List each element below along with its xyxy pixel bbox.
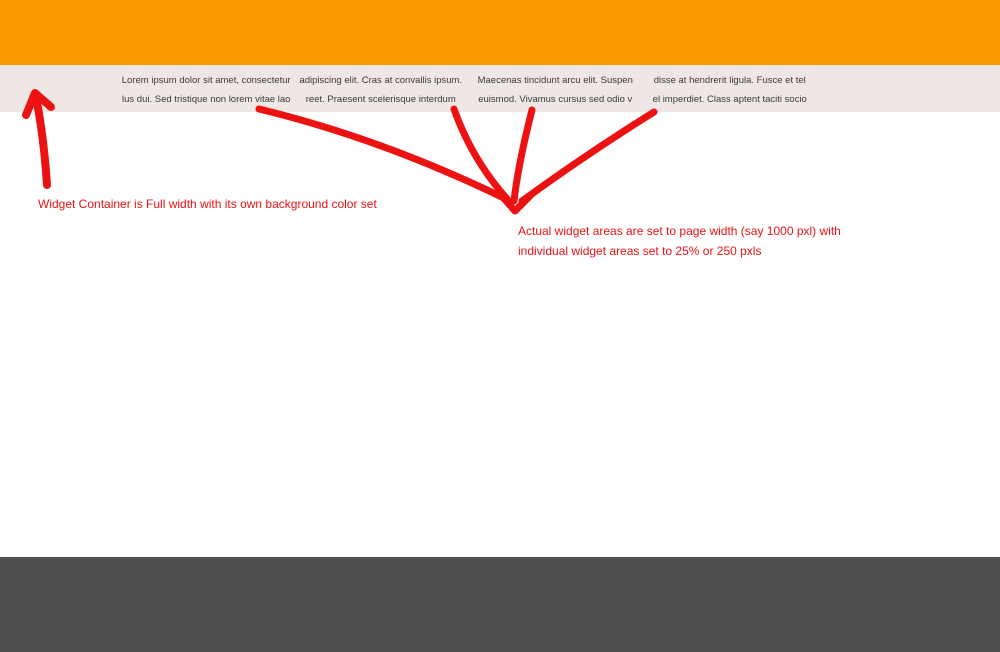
widget-area-2-line-1: adipiscing elit. Cras at convallis ipsum. xyxy=(299,75,463,86)
widget-area-2 xyxy=(294,71,469,109)
widget-area-1 xyxy=(119,71,294,109)
widget-area-3 xyxy=(468,71,643,109)
widget-areas-annotation-line-2: individual widget areas set to 25% or 250 pxls xyxy=(518,244,762,258)
widget-areas-annotation xyxy=(518,221,841,261)
widget-areas-annotation-line-1: Actual widget areas are set to page width (say 1000 pxl) with xyxy=(518,224,841,238)
footer-bar xyxy=(0,557,1000,652)
widget-area-2-line-2: reet. Praesent scelerisque interdum xyxy=(305,94,456,105)
widget-area-3-line-2: euismod. Vivamus cursus sed odio v xyxy=(478,94,633,105)
widget-container xyxy=(0,65,1000,112)
widget-area-4 xyxy=(643,71,818,109)
header-bar xyxy=(0,0,1000,65)
widget-area-4-line-2: el imperdiet. Class aptent taciti socio xyxy=(652,94,807,105)
widget-area-1-line-2: lus dui. Sed tristique non lorem vitae lao xyxy=(122,94,291,105)
widget-area-4-line-1: disse at hendrerit ligula. Fusce et tel xyxy=(653,75,806,86)
widget-area-3-line-1: Maecenas tincidunt arcu elit. Suspen xyxy=(477,75,633,86)
widget-container-annotation: Widget Container is Full width with its own background color set xyxy=(38,197,377,211)
widget-area-1-line-1: Lorem ipsum dolor sit amet, consectetur xyxy=(121,75,291,86)
widget-areas xyxy=(119,71,817,109)
